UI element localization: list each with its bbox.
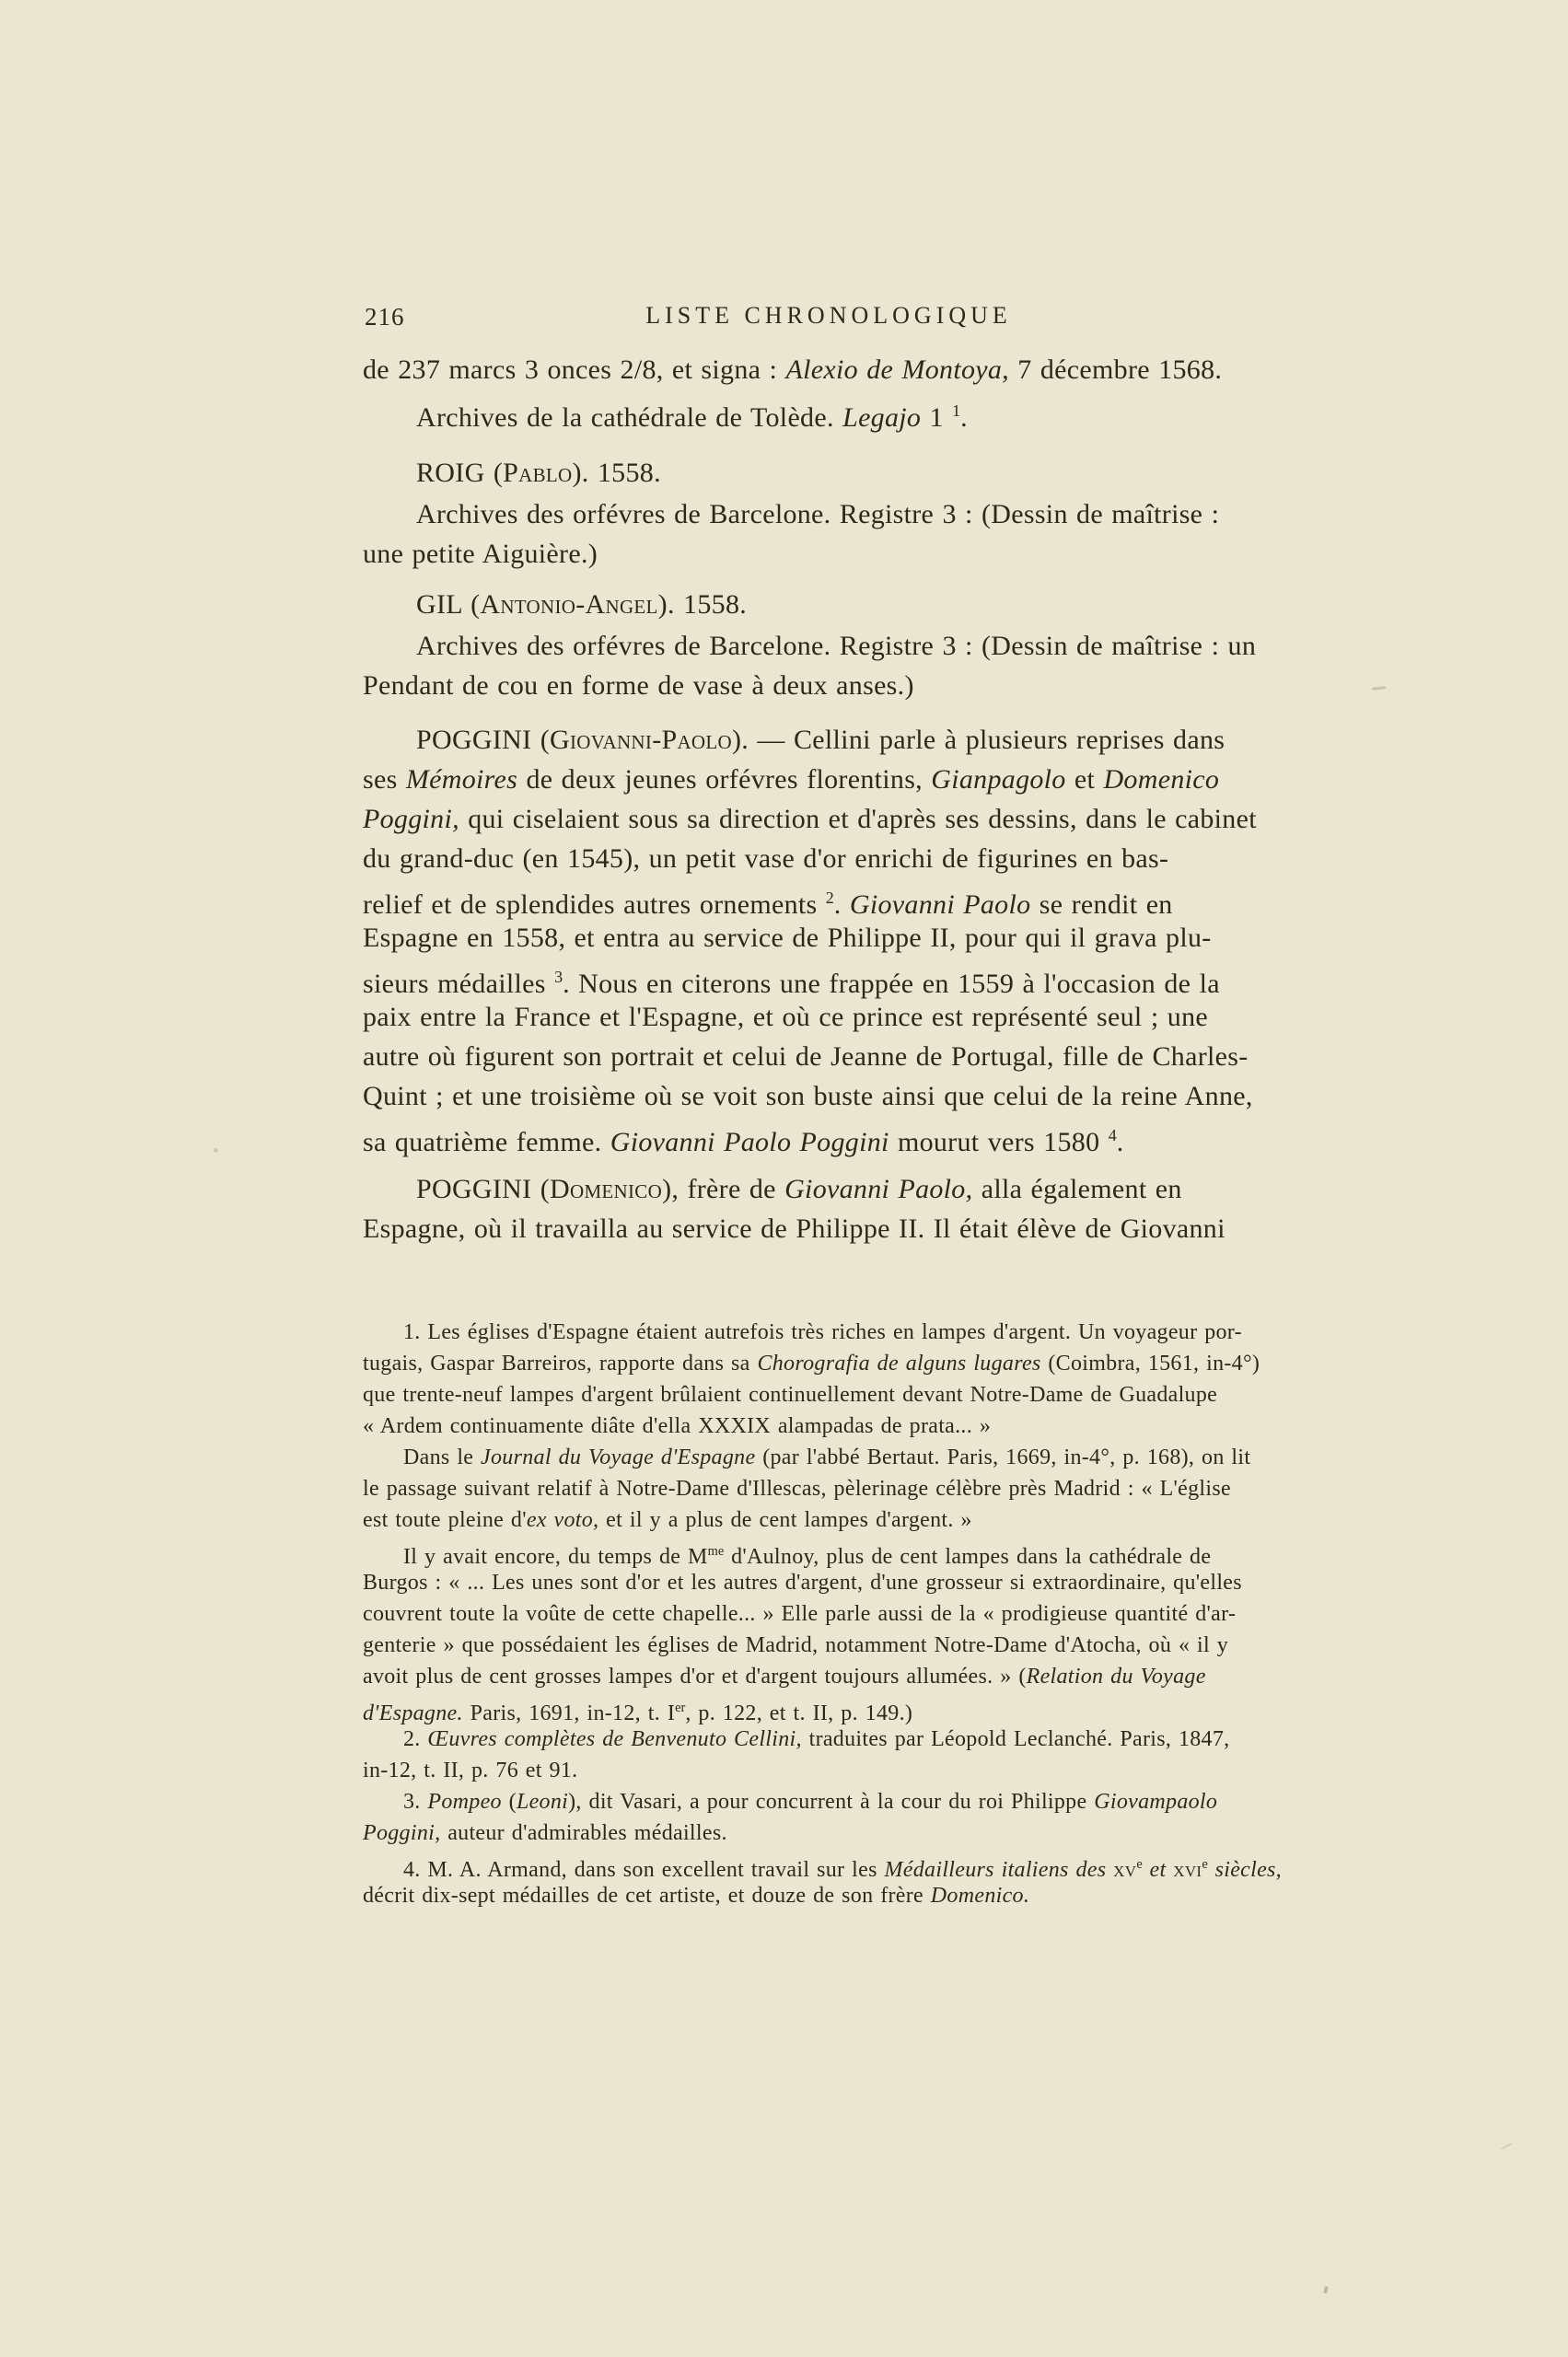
text-line bbox=[363, 878, 1295, 918]
text-line bbox=[363, 1661, 1295, 1692]
paragraph-archives-gil bbox=[363, 626, 1295, 705]
text-segment bbox=[1106, 1858, 1113, 1882]
text-segment: e bbox=[1136, 1857, 1143, 1872]
text-segment: . bbox=[1116, 1127, 1124, 1157]
text-segment: 1. Les églises d'Espagne étaient autrefois très riches en lampes d'argent. Un voyageur por- bbox=[403, 1320, 1242, 1344]
text-line bbox=[363, 1411, 1295, 1442]
text-segment: Quint ; et une troisième où se voit son buste ainsi que celui de la reine Anne, bbox=[363, 1081, 1253, 1111]
text-segment: 2 bbox=[825, 888, 834, 907]
text-line bbox=[363, 453, 1295, 493]
text-segment: Espagne en 1558, et entra au service de Philippe II, pour qui il grava plu- bbox=[363, 923, 1212, 953]
text-segment: 4. M. A. Armand, dans son excellent travail sur les bbox=[403, 1858, 885, 1882]
text-segment: 3 bbox=[554, 968, 563, 986]
text-segment: in-12, t. II, p. 76 et 91. bbox=[363, 1759, 578, 1782]
text-segment bbox=[1143, 1858, 1150, 1882]
text-line bbox=[363, 1849, 1295, 1880]
entry-heading-gil bbox=[363, 585, 1295, 624]
text-segment: ses bbox=[363, 764, 406, 795]
text-segment: 3. bbox=[403, 1790, 428, 1814]
text-segment: Relation du Voyage bbox=[1026, 1665, 1206, 1689]
text-segment: Domenico. bbox=[930, 1884, 1030, 1908]
text-segment: Pablo bbox=[503, 458, 573, 488]
text-segment: ( bbox=[501, 1790, 517, 1814]
paragraph-archives-tolede bbox=[363, 391, 1295, 431]
text-segment: Domenico bbox=[550, 1174, 663, 1204]
page-number: 216 bbox=[365, 303, 405, 331]
text-segment: une petite Aiguière.) bbox=[363, 539, 598, 569]
entry-heading-roig bbox=[363, 453, 1295, 493]
text-line bbox=[363, 1630, 1295, 1661]
text-segment: xvi bbox=[1173, 1858, 1202, 1882]
text-segment: et bbox=[1149, 1858, 1167, 1882]
text-segment: Archives de la cathédrale de Tolède. bbox=[416, 402, 843, 433]
text-segment: ), frère de bbox=[662, 1174, 785, 1204]
text-segment: Chorografia de alguns lugares bbox=[757, 1352, 1041, 1376]
text-segment: Giovanni-Paolo bbox=[550, 725, 732, 755]
text-line bbox=[363, 585, 1295, 624]
text-line bbox=[363, 1692, 1295, 1724]
text-line bbox=[363, 918, 1295, 958]
text-segment: sieurs médailles bbox=[363, 969, 555, 999]
text-line bbox=[363, 839, 1295, 878]
text-segment: er bbox=[675, 1701, 686, 1715]
text-segment: Giovanni Paolo, bbox=[784, 1174, 973, 1204]
text-segment: Antonio-Angel bbox=[480, 589, 658, 620]
text-segment: relief et de splendides autres ornements bbox=[363, 889, 826, 920]
text-segment: Gianpagolo bbox=[931, 764, 1066, 795]
text-line bbox=[363, 799, 1295, 839]
text-line bbox=[363, 350, 1295, 389]
text-segment: POGGINI ( bbox=[416, 725, 551, 755]
text-segment: qui ciselaient sous sa direction et d'après ses dessins, dans le cabinet bbox=[459, 804, 1257, 834]
text-segment: est toute pleine d' bbox=[363, 1508, 527, 1532]
text-line bbox=[363, 494, 1295, 534]
text-segment: se rendit en bbox=[1030, 889, 1173, 920]
text-line bbox=[363, 1442, 1295, 1473]
text-segment: Œuvres complètes de Benvenuto Cellini, bbox=[427, 1727, 802, 1751]
text-line bbox=[363, 958, 1295, 997]
text-line bbox=[363, 1317, 1295, 1348]
text-line bbox=[363, 1116, 1295, 1155]
text-line bbox=[363, 1504, 1295, 1536]
text-segment: ). 1558. bbox=[572, 458, 661, 488]
paragraph-archives-roig bbox=[363, 494, 1295, 574]
text-line bbox=[363, 1567, 1295, 1598]
text-segment: xv bbox=[1113, 1858, 1137, 1882]
text-segment: 4 bbox=[1108, 1126, 1117, 1144]
footnotes-block bbox=[363, 1317, 1295, 1911]
text-segment: tugais, Gaspar Barreiros, rapporte dans sa bbox=[363, 1352, 758, 1376]
text-segment: ex voto, bbox=[526, 1508, 599, 1532]
text-line bbox=[363, 1037, 1295, 1076]
text-segment: 7 décembre 1568. bbox=[1008, 354, 1223, 385]
text-segment: auteur d'admirables médailles. bbox=[440, 1821, 727, 1845]
text-segment: Pendant de cou en forme de vase à deux anses.) bbox=[363, 670, 914, 701]
paragraph-poggini-giovanni-paolo bbox=[363, 720, 1295, 1155]
scan-speck bbox=[1501, 2142, 1512, 2150]
text-line bbox=[363, 1598, 1295, 1630]
text-segment: Mémoires bbox=[405, 764, 518, 795]
text-segment: Paris, 1691, in-12, t. I bbox=[462, 1701, 676, 1725]
running-header: LISTE CHRONOLOGIQUE bbox=[645, 302, 1012, 329]
text-segment: (Coimbra, 1561, in-4°) bbox=[1040, 1352, 1260, 1376]
text-segment: avoit plus de cent grosses lampes d'or et d'argent toujours allumées. » ( bbox=[363, 1665, 1027, 1689]
text-line bbox=[363, 720, 1295, 760]
text-segment: Legajo bbox=[842, 402, 922, 433]
text-segment: mourut vers 1580 bbox=[889, 1127, 1109, 1157]
text-segment: ). — Cellini parle à plusieurs reprises dans bbox=[732, 725, 1225, 755]
text-segment: Archives des orfévres de Barcelone. Registre 3 : (Dessin de maîtrise : un bbox=[416, 631, 1257, 661]
text-line bbox=[363, 1209, 1295, 1248]
text-line bbox=[363, 997, 1295, 1037]
text-segment: Poggini, bbox=[363, 804, 459, 834]
text-segment: Alexio de Montoya, bbox=[785, 354, 1009, 385]
scan-speck bbox=[214, 1148, 218, 1153]
text-segment: Giovampaolo bbox=[1094, 1790, 1218, 1814]
text-segment: de deux jeunes orfévres florentins, bbox=[517, 764, 932, 795]
text-segment: le passage suivant relatif à Notre-Dame d'Illescas, pèlerinage célèbre près Madrid : « L'église bbox=[363, 1477, 1231, 1501]
text-segment: Giovanni Paolo Poggini bbox=[610, 1127, 889, 1157]
text-line bbox=[363, 1536, 1295, 1567]
text-segment: décrit dix-sept médailles de cet artiste, et douze de son frère bbox=[363, 1884, 931, 1908]
scan-speck bbox=[1323, 2286, 1329, 2294]
scan-speck bbox=[1372, 686, 1386, 691]
text-segment: e bbox=[1202, 1857, 1208, 1872]
text-segment: que trente-neuf lampes d'argent brûlaient continuellement devant Notre-Dame de Guadalupe bbox=[363, 1383, 1218, 1407]
text-line bbox=[363, 1348, 1295, 1379]
text-segment: sa quatrième femme. bbox=[363, 1127, 610, 1157]
text-line bbox=[363, 1880, 1295, 1911]
text-segment: d'Aulnoy, plus de cent lampes dans la cathédrale de bbox=[724, 1545, 1212, 1569]
text-line bbox=[363, 534, 1295, 574]
text-segment: Leoni bbox=[516, 1790, 569, 1814]
text-line bbox=[363, 1786, 1295, 1817]
text-segment: 2. bbox=[403, 1727, 428, 1751]
text-line bbox=[363, 626, 1295, 666]
text-segment: Giovanni Paolo bbox=[849, 889, 1031, 920]
paragraph-poggini-domenico bbox=[363, 1169, 1295, 1248]
text-segment: couvrent toute la voûte de cette chapelle... » Elle parle aussi de la « prodigieuse quantité d'ar- bbox=[363, 1602, 1237, 1626]
text-segment: Espagne, où il travailla au service de Philippe II. Il était élève de Giovanni bbox=[363, 1213, 1225, 1244]
text-line bbox=[363, 1379, 1295, 1411]
text-segment: GIL ( bbox=[416, 589, 481, 620]
text-line bbox=[363, 666, 1295, 705]
text-line bbox=[363, 1755, 1295, 1786]
text-segment: . bbox=[833, 889, 850, 920]
text-segment: , p. 122, et t. II, p. 149.) bbox=[685, 1701, 913, 1725]
text-segment: Burgos : « ... Les unes sont d'or et les autres d'argent, d'une grosseur si extraordinaire, qu'elles bbox=[363, 1571, 1242, 1595]
text-segment: Il y avait encore, du temps de M bbox=[403, 1545, 708, 1569]
text-segment: de 237 marcs 3 onces 2/8, et signa : bbox=[363, 354, 786, 385]
text-line bbox=[363, 760, 1295, 799]
paragraph-continuation bbox=[363, 350, 1295, 389]
text-segment: « Ardem continuamente diâte d'ella XXXIX alampadas de prata... » bbox=[363, 1414, 992, 1438]
text-segment: et bbox=[1065, 764, 1104, 795]
text-line bbox=[363, 391, 1295, 431]
text-line bbox=[363, 1724, 1295, 1755]
text-segment: Journal du Voyage d'Espagne bbox=[481, 1446, 756, 1469]
text-segment: Domenico bbox=[1103, 764, 1220, 795]
text-segment: Médailleurs italiens des bbox=[884, 1858, 1107, 1882]
text-segment: Pompeo bbox=[427, 1790, 502, 1814]
text-line bbox=[363, 1473, 1295, 1504]
text-segment: d'Espagne. bbox=[363, 1701, 463, 1725]
text-segment: alla également en bbox=[972, 1174, 1182, 1204]
text-segment: . Nous en citerons une frappée en 1559 à l'occasion de la bbox=[563, 969, 1220, 999]
text-segment: et il y a plus de cent lampes d'argent. » bbox=[598, 1508, 972, 1532]
text-segment: ), dit Vasari, a pour concurrent à la cour du roi Philippe bbox=[568, 1790, 1095, 1814]
text-segment: Dans le bbox=[403, 1446, 482, 1469]
text-segment: paix entre la France et l'Espagne, et où ce prince est représenté seul ; une bbox=[363, 1002, 1208, 1032]
text-line bbox=[363, 1169, 1295, 1209]
text-segment: Archives des orfévres de Barcelone. Registre 3 : (Dessin de maîtrise : bbox=[416, 499, 1220, 529]
text-segment: POGGINI ( bbox=[416, 1174, 551, 1204]
text-segment: 1 bbox=[952, 401, 961, 420]
text-segment: me bbox=[707, 1544, 725, 1559]
text-segment: . bbox=[960, 402, 968, 433]
text-segment: ROIG ( bbox=[416, 458, 504, 488]
text-line bbox=[363, 1817, 1295, 1849]
text-segment: siècles, bbox=[1214, 1858, 1282, 1882]
text-segment: ). 1558. bbox=[657, 589, 748, 620]
text-segment: 1 bbox=[921, 402, 953, 433]
text-segment: autre où figurent son portrait et celui de Jeanne de Portugal, fille de Charles- bbox=[363, 1041, 1249, 1072]
text-segment: (par l'abbé Bertaut. Paris, 1669, in-4°, p. 168), on lit bbox=[755, 1446, 1251, 1469]
text-segment: du grand-duc (en 1545), un petit vase d'or enrichi de figurines en bas- bbox=[363, 843, 1169, 874]
text-segment bbox=[1208, 1858, 1215, 1882]
text-segment: genterie » que possédaient les églises de Madrid, notamment Notre-Dame d'Atocha, où « il y bbox=[363, 1633, 1229, 1657]
text-segment: traduites par Léopold Leclanché. Paris, 1847, bbox=[801, 1727, 1230, 1751]
text-segment: Poggini, bbox=[363, 1821, 441, 1845]
text-line bbox=[363, 1076, 1295, 1116]
